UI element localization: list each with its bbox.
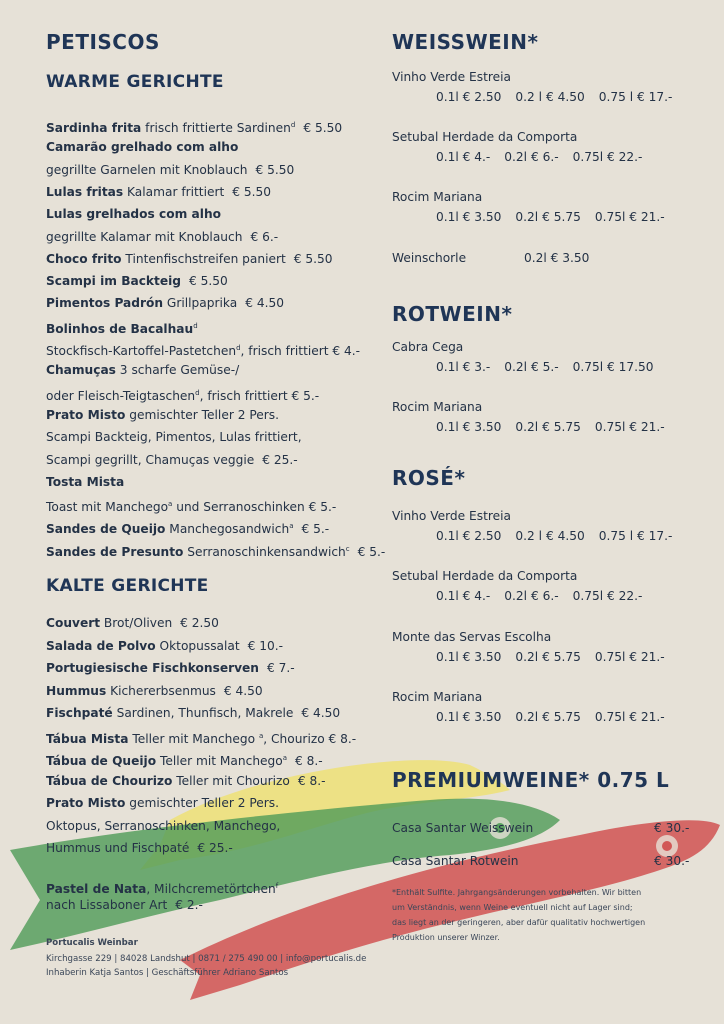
dish-line: [46, 815, 280, 837]
dish-name: Camarão grelhado com alho: [46, 140, 239, 155]
dish-allergen-sup: a: [289, 522, 294, 531]
dish-price: € 5.50: [189, 274, 228, 289]
dish-price: € 4.50: [301, 706, 341, 720]
wine-price: 0.2l € 5.75: [515, 210, 581, 224]
dish-line: [46, 359, 239, 381]
dish-allergen-sup: a: [282, 754, 288, 762]
dish-line: [46, 270, 228, 292]
dish-line: [46, 702, 340, 724]
wine-price: 0.1l € 3.50: [436, 210, 502, 224]
wine-name: Vinho Verde Estreia: [392, 70, 511, 84]
dish-desc: oder Fleisch-Teigtaschen: [46, 388, 196, 403]
footer-address: Kirchgasse 229 | 84028 Landshut | 0871 / 275 490 00 | info@portucalis.de: [46, 954, 367, 964]
rose-wine-heading: ROSÉ*: [392, 466, 466, 490]
dish-price: € 25.-: [197, 841, 233, 855]
dish-line: [46, 770, 326, 792]
petiscos-heading: PETISCOS: [46, 30, 160, 54]
dish-line: [46, 635, 283, 657]
dish-price: € 5.-: [301, 522, 330, 537]
dish-price: € 5.50: [303, 121, 343, 136]
wine-price: 0.2l € 5.75: [515, 649, 581, 664]
dish-name: Salada de Polvo: [46, 638, 156, 653]
wine-prices: [436, 650, 679, 664]
dish-desc: Serranoschinkensandwich: [183, 544, 346, 559]
wine-prices: [436, 360, 668, 374]
schorle-price: 0.2l € 3.50: [524, 251, 590, 265]
dish-line: [46, 894, 203, 916]
dish-desc: gegrillte Kalamar mit Knoblauch: [46, 229, 243, 244]
dish-price: € 4.50: [223, 683, 263, 698]
dish-price: , frisch frittiert € 4.-: [240, 344, 361, 359]
premium-wine-heading: PREMIUMWEINE* 0.75 L: [392, 768, 670, 792]
wine-prices: [436, 710, 679, 724]
dish-name: Tosta Mista: [46, 474, 125, 489]
dish-name: Sandes de Presunto: [46, 544, 184, 559]
dish-line: [46, 114, 342, 139]
wine-price: 0.2l € 5.-: [504, 360, 559, 374]
dish-line: [46, 837, 233, 859]
dish-price: € 4.50: [245, 296, 284, 311]
wine-price: 0.1l € 2.50: [436, 90, 502, 104]
dish-desc: , Milchcremetörtchen: [146, 882, 276, 897]
sulfite-note-line-3: das liegt an der geringeren, aber dafür qualitativ hochwertigen: [392, 918, 646, 927]
wine-price: 0.75l € 22.-: [572, 150, 643, 164]
dish-price: € 10.-: [247, 638, 284, 653]
dish-price: € 2.-: [175, 898, 203, 912]
dish-name: Tábua de Queijo: [46, 754, 157, 769]
dish-line: [46, 725, 356, 750]
dish-name: Pimentos Padrón: [46, 296, 164, 311]
wine-price: 0.1l € 4.-: [436, 589, 491, 604]
wine-price: 0.75l € 21.-: [594, 420, 665, 434]
dish-allergen-sup: a: [258, 731, 264, 740]
dish-name: Bolinhos de Bacalhau: [46, 321, 194, 336]
footer-owners: Inhaberin Katja Santos | Geschäftsführer Adriano Santos: [46, 968, 289, 978]
wine-prices: [436, 90, 686, 104]
dish-name: Prato Misto: [46, 796, 126, 810]
dish-line: [46, 792, 279, 814]
dish-line: [46, 337, 360, 362]
dish-line: [46, 657, 295, 679]
dish-allergen-sup: f: [275, 882, 279, 890]
dish-name: Fischpaté: [46, 706, 113, 720]
dish-line: [46, 680, 263, 702]
dish-desc: nach Lissaboner Art: [46, 898, 168, 912]
wine-name: Rocim Mariana: [392, 400, 483, 414]
dish-line: [46, 226, 278, 248]
dish-line: [46, 449, 298, 471]
dish-allergen-sup: d: [195, 388, 200, 397]
wine-price: 0.75l € 21.-: [594, 649, 665, 664]
dish-desc: Scampi gegrillt, Chamuças veggie: [46, 452, 255, 467]
dish-allergen-sup: d: [236, 344, 241, 352]
wine-name: Vinho Verde Estreia: [392, 509, 511, 523]
dish-desc: Toast mit Manchego: [46, 500, 169, 515]
dish-price: € 7.-: [266, 661, 295, 675]
dish-desc: Teller mit Chourizo: [172, 773, 290, 788]
dish-desc: Teller mit Manchego: [128, 731, 259, 746]
dish-line: [46, 315, 198, 340]
wine-prices: [436, 420, 679, 434]
wine-price: 0.75 l € 17.-: [598, 90, 673, 104]
wine-prices: [436, 529, 686, 543]
wine-price: 0.75l € 21.-: [594, 210, 665, 224]
dish-name: Lulas fritas: [46, 184, 124, 199]
dish-line: [46, 181, 271, 203]
premium-wine-price-2: € 30.-: [654, 854, 690, 868]
dish-desc: Scampi Backteig, Pimentos, Lulas frittiert,: [46, 430, 302, 445]
dish-desc: gemischter Teller 2 Pers.: [125, 407, 279, 422]
dish-desc: Oktopussalat: [155, 638, 240, 653]
wine-name: Cabra Cega: [392, 340, 464, 354]
wine-price: 0.2 l € 4.50: [515, 90, 585, 104]
dish-price: € 5.50: [255, 162, 295, 177]
premium-wine-name-1: Casa Santar Weisswein: [392, 821, 534, 835]
wine-price: 0.2l € 6.-: [504, 589, 559, 604]
dish-line: [46, 292, 284, 314]
dish-line: [46, 612, 219, 634]
dish-allergen-sup: d: [290, 121, 296, 129]
wine-prices: [436, 150, 656, 164]
dish-line: [46, 538, 385, 563]
wine-price: 0.75l € 17.50: [572, 360, 654, 374]
sulfite-note-line-2: um Verständnis, wenn Weine eventuell nicht auf Lager sind;: [392, 903, 633, 912]
dish-price: und Serranoschinken € 5.-: [172, 500, 337, 515]
dish-name: Portugiesische Fischkonserven: [46, 661, 259, 675]
wine-price: 0.2 l € 4.50: [515, 529, 585, 543]
dish-desc: Hummus und Fischpaté: [46, 841, 190, 855]
dish-line: [46, 515, 329, 540]
footer-title: Portucalis Weinbar: [46, 938, 138, 948]
dish-name: Tábua de Chourizo: [46, 773, 173, 788]
dish-price: , frisch frittiert € 5.-: [199, 388, 320, 403]
wine-prices: [436, 589, 656, 603]
wine-name: Rocim Mariana: [392, 190, 483, 204]
wine-price: 0.1l € 3.50: [436, 709, 502, 724]
wine-price: 0.2l € 5.75: [515, 709, 581, 724]
dish-price: € 8.-: [297, 773, 326, 788]
premium-wine-name-2: Casa Santar Rotwein: [392, 854, 519, 868]
dish-desc: Tintenfischstreifen paniert: [121, 251, 286, 266]
dish-name: Tábua Mista: [46, 731, 129, 746]
dish-name: Sardinha frita: [46, 121, 142, 136]
dish-line: [46, 203, 221, 225]
white-wine-heading: WEISSWEIN*: [392, 30, 539, 54]
dish-price: € 8.-: [295, 754, 323, 769]
wine-price: 0.75 l € 17.-: [598, 529, 673, 543]
dish-desc: gemischter Teller 2 Pers.: [125, 796, 279, 810]
dish-price: € 5.50: [293, 251, 333, 266]
dish-desc: Teller mit Manchego: [156, 754, 283, 769]
dish-line: [46, 426, 302, 448]
wine-prices: [436, 210, 679, 224]
wine-price: 0.1l € 3.50: [436, 420, 502, 434]
wine-price: 0.1l € 2.50: [436, 529, 502, 543]
premium-wine-price-1: € 30.-: [654, 821, 690, 835]
wine-price: 0.1l € 3.-: [436, 360, 491, 374]
red-wine-heading: ROTWEIN*: [392, 302, 513, 326]
dish-price: € 6.-: [250, 229, 279, 244]
dish-desc: Manchegosandwich: [165, 522, 290, 537]
dish-name: Scampi im Backteig: [46, 274, 182, 289]
dish-desc: Grillpaprika: [163, 296, 238, 311]
dish-price: € 2.50: [180, 616, 219, 630]
wine-price: 0.1l € 3.50: [436, 649, 502, 664]
cold-dishes-heading: KALTE GERICHTE: [46, 576, 209, 596]
dish-line: [46, 404, 279, 426]
dish-desc: Kichererbsenmus: [106, 683, 216, 698]
dish-allergen-sup: c: [345, 544, 350, 553]
dish-name: Couvert: [46, 616, 101, 630]
wine-price: 0.1l € 4.-: [436, 150, 491, 164]
dish-desc: frisch frittierte Sardinen: [141, 121, 291, 136]
schorle-name: Weinschorle: [392, 251, 467, 265]
dish-name: Sandes de Queijo: [46, 522, 166, 537]
dish-desc: Kalamar frittiert: [123, 184, 225, 199]
dish-line: [46, 248, 333, 270]
sulfite-note-line-4: Produktion unserer Winzer.: [392, 933, 500, 942]
dish-line: [46, 159, 294, 181]
dish-price: € 5.-: [357, 544, 386, 559]
wine-price: 0.2l € 6.-: [504, 150, 559, 164]
wine-name: Setubal Herdade da Comporta: [392, 569, 578, 584]
dish-desc: 3 scharfe Gemüse-/: [115, 363, 240, 378]
dish-name: Pastel de Nata: [46, 882, 147, 897]
dish-allergen-sup: a: [168, 500, 173, 509]
sulfite-note-line-1: *Enthält Sulfite. Jahrgangsänderungen vorbehalten. Wir bitten: [392, 888, 642, 897]
dish-price: € 5.50: [232, 184, 272, 199]
dish-desc: Oktopus, Serranoschinken, Manchego,: [46, 818, 281, 833]
dish-name: Hummus: [46, 683, 107, 698]
wine-price: 0.75l € 21.-: [594, 709, 665, 724]
wine-name: Monte das Servas Escolha: [392, 629, 552, 644]
dish-name: Prato Misto: [46, 407, 126, 422]
wine-price: 0.75l € 22.-: [572, 589, 643, 604]
dish-desc: Brot/Oliven: [100, 616, 173, 630]
wine-price: 0.2l € 5.75: [515, 420, 581, 434]
wine-name: Setubal Herdade da Comporta: [392, 130, 578, 144]
dish-name: Lulas grelhados com alho: [46, 207, 222, 222]
dish-line: [46, 136, 238, 158]
dish-name: Chamuças: [46, 363, 116, 378]
dish-desc: Sardinen, Thunfisch, Makrele: [112, 706, 294, 720]
warm-dishes-heading: WARME GERICHTE: [46, 72, 224, 92]
dish-name: Choco frito: [46, 251, 122, 266]
wine-name: Rocim Mariana: [392, 689, 483, 704]
dish-price: € 25.-: [262, 452, 298, 467]
dish-allergen-sup: d: [193, 321, 198, 330]
dish-desc: Stockfisch-Kartoffel-Pastetchen: [46, 344, 237, 359]
dish-line: [46, 747, 323, 772]
dish-line: [46, 382, 319, 407]
dish-price: , Chourizo € 8.-: [263, 731, 357, 746]
dish-desc: gegrillte Garnelen mit Knoblauch: [46, 162, 248, 177]
dish-line: [46, 493, 336, 518]
dish-line: [46, 471, 124, 493]
